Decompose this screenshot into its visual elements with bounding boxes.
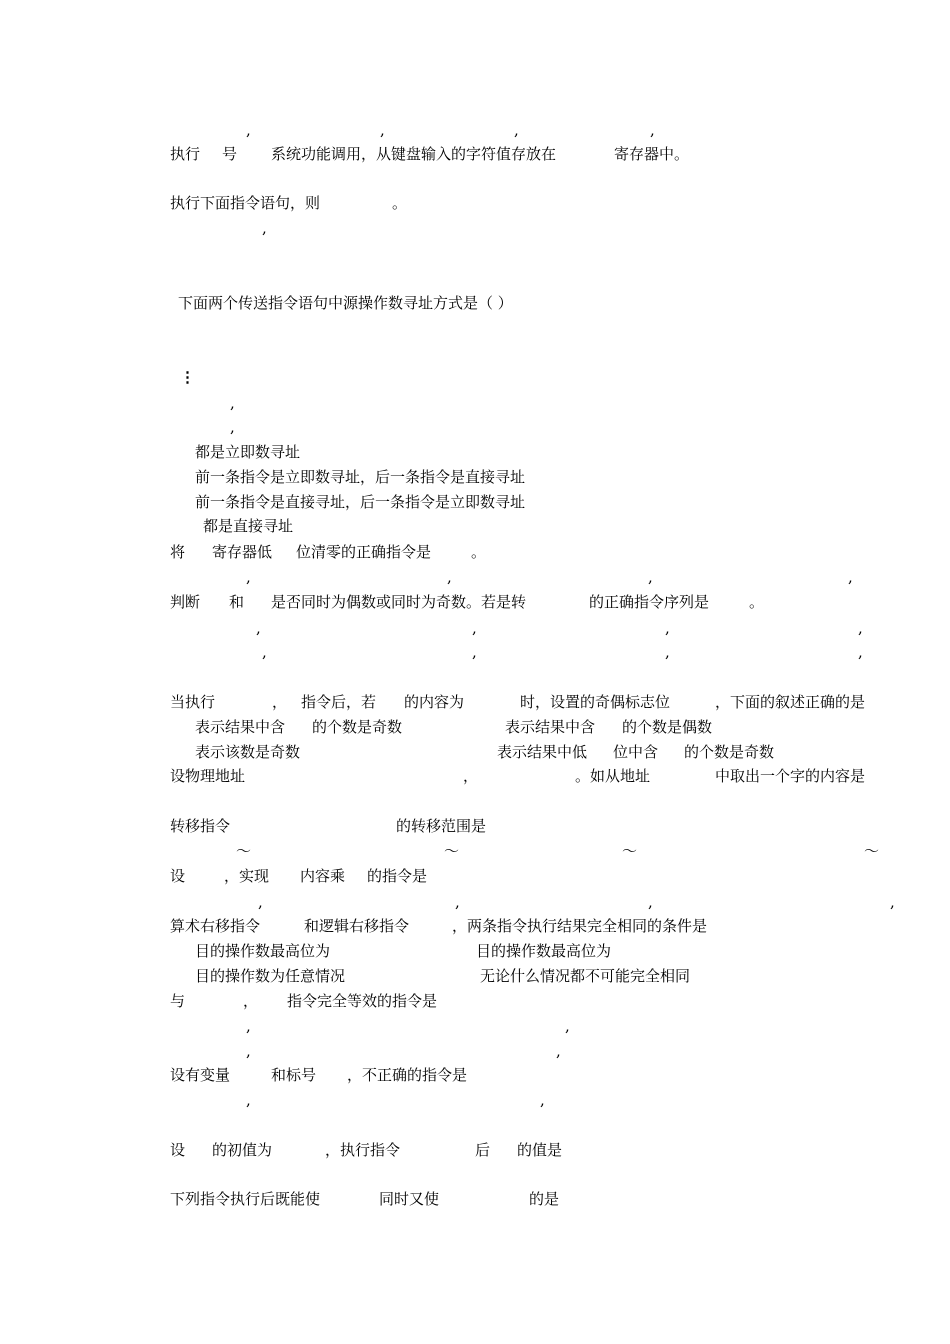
q6-option-d-mid: 位中含: [613, 743, 659, 761]
q6-option-b: 表示结果中含: [505, 718, 596, 736]
q14-text-b: 同时又使: [379, 1190, 440, 1208]
q11-text-a: 与: [170, 992, 186, 1010]
comma: ,: [246, 1017, 251, 1035]
comma: ,: [472, 619, 477, 637]
comma: ,: [246, 1091, 251, 1109]
comma: ,: [230, 418, 235, 436]
q14-text-a: 下列指令执行后既能使: [170, 1190, 321, 1208]
tilde: ～: [864, 842, 880, 860]
q9-text-c: 内容乘: [300, 867, 346, 885]
q7-text-d: 中取出一个字的内容是: [715, 767, 866, 785]
vertical-dots: ⋮: [180, 368, 195, 386]
q13-text-e: 的值是: [517, 1141, 563, 1159]
q7-text-b: ，: [463, 767, 479, 785]
q6-option-a-tail: 的个数是奇数: [312, 718, 403, 736]
comma: ,: [848, 568, 853, 586]
comma: ,: [258, 893, 263, 911]
q8-text-b: 的转移范围是: [396, 817, 487, 835]
comma: ,: [665, 619, 670, 637]
q13-text-d: 后: [475, 1141, 491, 1159]
q3-option-d: 都是直接寻址: [203, 517, 294, 535]
q5-text-b: 和: [229, 593, 245, 611]
q8-text-a: 转移指令: [170, 817, 231, 835]
comma: ,: [472, 643, 477, 661]
comma: ,: [858, 619, 863, 637]
q12-text-b: 和标号: [271, 1066, 317, 1084]
q11-text-c: 指令完全等效的指令是: [287, 992, 438, 1010]
comma: ,: [648, 568, 653, 586]
tilde: ～: [236, 842, 252, 860]
comma: ,: [246, 568, 251, 586]
q9-text-b: ，实现: [224, 867, 270, 885]
comma: ,: [262, 219, 267, 237]
q2-text-a: 执行下面指令语句，则: [170, 194, 321, 212]
q4-text-c: 位清零的正确指令是: [296, 543, 432, 561]
q9-text-d: 的指令是: [367, 867, 428, 885]
comma: ,: [447, 568, 452, 586]
q6-option-c: 表示该数是奇数: [195, 743, 301, 761]
q10-text-c: ，两条指令执行结果完全相同的条件是: [452, 917, 708, 935]
comma: ,: [455, 893, 460, 911]
q3-option-b: 前一条指令是立即数寻址，后一条指令是直接寻址: [195, 468, 526, 486]
q10-option-a: 目的操作数最高位为: [195, 942, 331, 960]
q6-option-a: 表示结果中含: [195, 718, 286, 736]
q4-text-a: 将: [170, 543, 186, 561]
q6-text-f: ，下面的叙述正确的是: [715, 693, 866, 711]
q1-text-b: 号: [222, 145, 238, 163]
tilde: ～: [622, 842, 638, 860]
q14-text-c: 的是: [529, 1190, 560, 1208]
q1-text-d: 寄存器中。: [614, 145, 690, 163]
q1-text-c: 系统功能调用，从键盘输入的字符值存放在: [271, 145, 557, 163]
q6-text-b: ，: [272, 693, 288, 711]
q10-option-c: 目的操作数为任意情况: [195, 967, 346, 985]
q6-text-c: 指令后，若: [301, 693, 377, 711]
comma: ,: [565, 1017, 570, 1035]
q13-text-c: ，执行指令: [325, 1141, 401, 1159]
q6-option-d: 表示结果中低: [497, 743, 588, 761]
q3-option-a: 都是立即数寻址: [195, 443, 301, 461]
comma: ,: [665, 643, 670, 661]
q5-text-e: 。: [749, 593, 765, 611]
q10-text-b: 和逻辑右移指令: [304, 917, 410, 935]
q3-stem: 下面两个传送指令语句中源操作数寻址方式是（ ）: [178, 294, 513, 312]
q6-text-e: 时，设置的奇偶标志位: [520, 693, 671, 711]
q3-option-c: 前一条指令是直接寻址，后一条指令是立即数寻址: [195, 493, 526, 511]
q1-text-a: 执行: [170, 145, 201, 163]
q11-text-b: ，: [243, 992, 259, 1010]
comma: ,: [890, 893, 895, 911]
q10-option-d: 无论什么情况都不可能完全相同: [480, 967, 691, 985]
q7-text-a: 设物理地址: [170, 767, 246, 785]
q4-text-d: 。: [471, 543, 487, 561]
comma: ,: [380, 121, 385, 139]
q10-option-b: 目的操作数最高位为: [476, 942, 612, 960]
q10-text-a: 算术右移指令: [170, 917, 261, 935]
q6-option-d-tail: 的个数是奇数: [684, 743, 775, 761]
comma: ,: [246, 1042, 251, 1060]
comma: ,: [246, 121, 251, 139]
q5-text-a: 判断: [170, 593, 201, 611]
q13-text-b: 的初值为: [212, 1141, 273, 1159]
comma: ,: [540, 1091, 545, 1109]
q12-text-c: ，不正确的指令是: [347, 1066, 468, 1084]
comma: ,: [650, 121, 655, 139]
q5-text-d: 的正确指令序列是: [589, 593, 710, 611]
q6-text-a: 当执行: [170, 693, 216, 711]
q6-text-d: 的内容为: [404, 693, 465, 711]
comma: ,: [514, 121, 519, 139]
q5-text-c: 是否同时为偶数或同时为奇数。若是转: [271, 593, 527, 611]
comma: ,: [262, 643, 267, 661]
q2-text-b: 。: [392, 194, 408, 212]
q9-text-a: 设: [170, 867, 186, 885]
comma: ,: [556, 1042, 561, 1060]
comma: ,: [230, 394, 235, 412]
q12-text-a: 设有变量: [170, 1066, 231, 1084]
q4-text-b: 寄存器低: [212, 543, 273, 561]
q6-option-b-tail: 的个数是偶数: [622, 718, 713, 736]
tilde: ～: [444, 842, 460, 860]
q13-text-a: 设: [170, 1141, 186, 1159]
q7-text-c: 。如从地址: [575, 767, 651, 785]
comma: ,: [256, 619, 261, 637]
comma: ,: [858, 643, 863, 661]
comma: ,: [648, 893, 653, 911]
